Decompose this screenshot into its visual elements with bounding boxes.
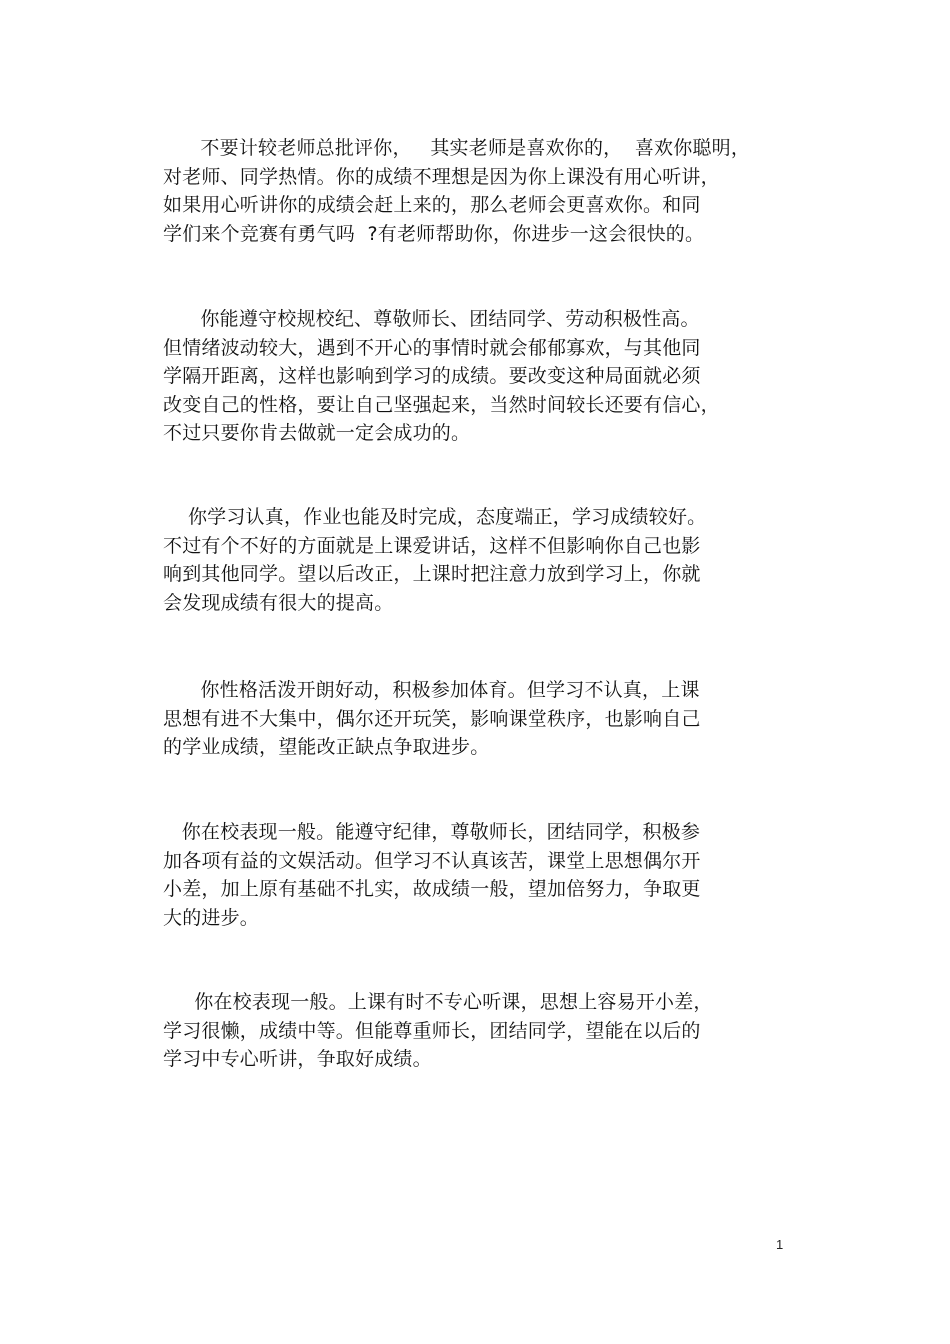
paragraph-line: 如果用心听讲你的成绩会赶上来的，那么老师会更喜欢你。和同 xyxy=(163,194,701,216)
paragraph-line: 学们来个竞赛有勇气吗 ?有老师帮助你，你进步一这会很快的。 xyxy=(163,222,705,245)
paragraph-line: 学习中专心听讲，争取好成绩。 xyxy=(163,1048,432,1070)
paragraph-line: 你在校表现一般。能遵守纪律，尊敬师长，团结同学，积极参 xyxy=(163,821,701,843)
paragraph-line: 大的进步。 xyxy=(163,906,260,929)
comment-paragraph-2 xyxy=(163,305,783,448)
paragraph-line: 你性格活泼开朗好动，积极参加体育。但学习不认真，上课 xyxy=(163,679,700,701)
comment-paragraph-5 xyxy=(163,818,783,932)
comment-paragraph-3 xyxy=(163,503,783,617)
paragraph-line: 思想有进不大集中，偶尔还开玩笑，影响课堂秩序，也影响自己 xyxy=(163,707,701,730)
paragraph-line: 小差，加上原有基础不扎实，故成绩一般，望加倍努力，争取更 xyxy=(163,878,701,900)
paragraph-line: 改变自己的性格，要让自己坚强起来，当然时间较长还要有信心， xyxy=(163,393,720,416)
page-number: 1 xyxy=(776,1237,784,1252)
paragraph-line: 不过有个不好的方面就是上课爱讲话，这样不但影响你自己也影 xyxy=(163,534,701,557)
comment-paragraph-4 xyxy=(163,676,783,762)
paragraph-line: 响到其他同学。望以后改正，上课时把注意力放到学习上，你就 xyxy=(163,563,701,585)
paragraph-line: 学习很懒，成绩中等。但能尊重师长，团结同学，望能在以后的 xyxy=(163,1019,701,1042)
paragraph-line: 但情绪波动较大，遇到不开心的事情时就会郁郁寡欢，与其他同 xyxy=(163,336,701,359)
paragraph-line: 你学习认真，作业也能及时完成，态度端正，学习成绩较好。 xyxy=(163,506,707,528)
paragraph-line: 你能遵守校规校纪、尊敬师长、团结同学、劳动积极性高。 xyxy=(163,308,700,330)
paragraph-line: 你在校表现一般。上课有时不专心听课，思想上容易开小差， xyxy=(163,991,713,1013)
paragraph-line: 会发现成绩有很大的提高。 xyxy=(163,591,394,614)
comment-paragraph-1 xyxy=(163,134,783,248)
paragraph-line: 学隔开距离，这样也影响到学习的成绩。要改变这种局面就必须 xyxy=(163,365,701,387)
comment-paragraph-6 xyxy=(163,988,783,1074)
paragraph-line: 的学业成绩，望能改正缺点争取进步。 xyxy=(163,736,490,758)
paragraph-line: 不要计较老师总批评你， 其实老师是喜欢你的， 喜欢你聪明， xyxy=(163,137,751,159)
paragraph-line: 加各项有益的文娱活动。但学习不认真该苦，课堂上思想偶尔开 xyxy=(163,849,701,872)
paragraph-line: 对老师、同学热情。你的成绩不理想是因为你上课没有用心听讲， xyxy=(163,165,720,188)
paragraph-line: 不过只要你肯去做就一定会成功的。 xyxy=(163,422,471,444)
